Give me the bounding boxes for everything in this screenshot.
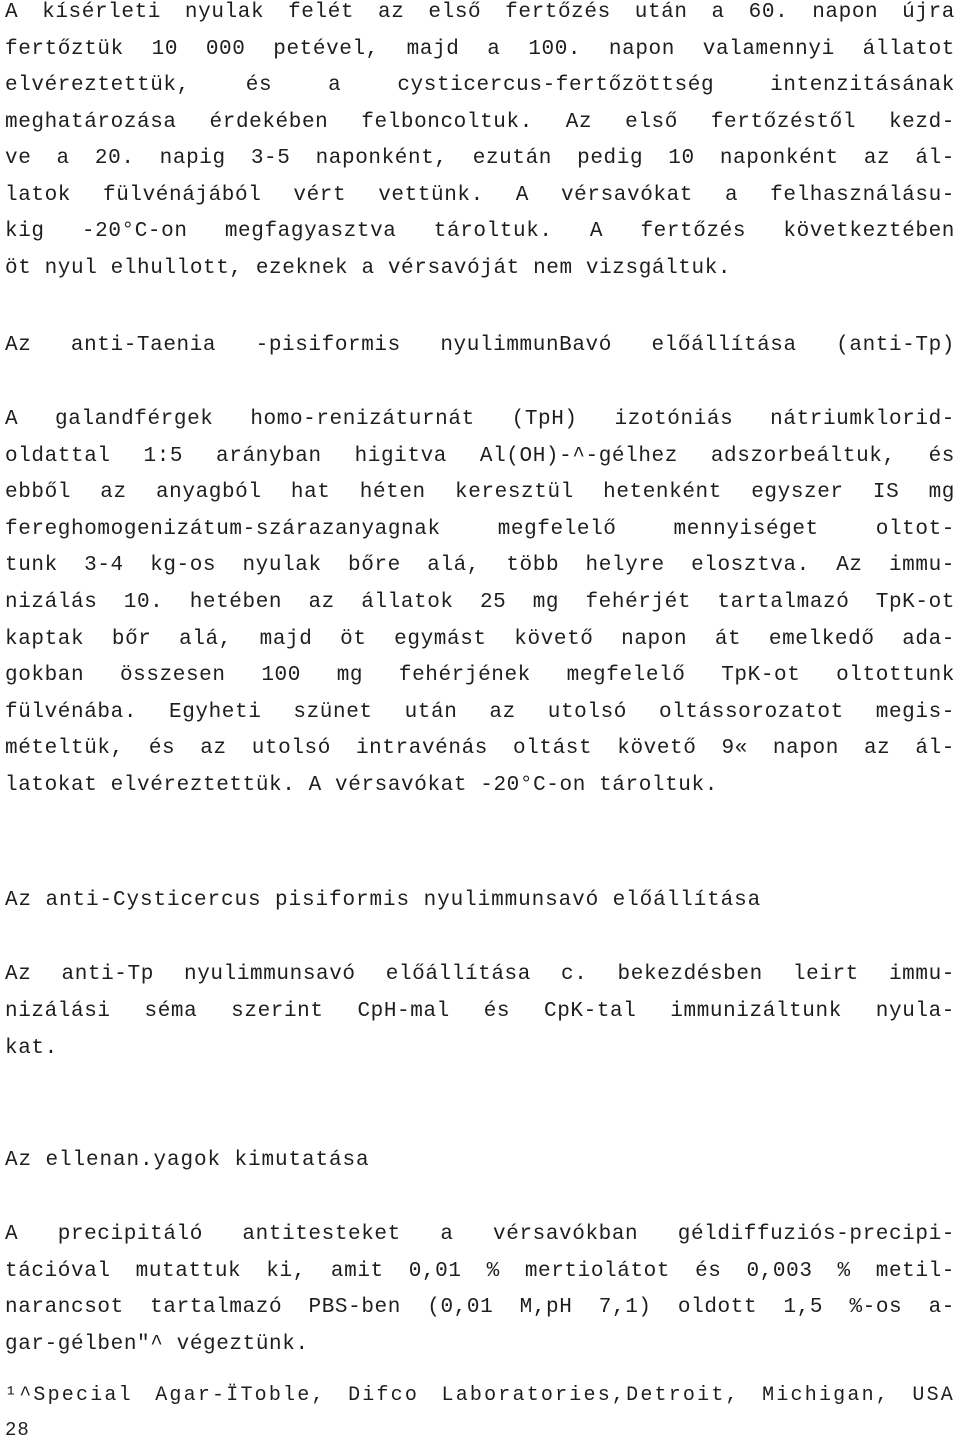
paragraph-2-line: latokat elvéreztettük. A vérsavókat -20°C-on tároltuk. — [5, 774, 718, 797]
paragraph-3-line: nizálási séma szerint CpH-mal és CpK-tal immunizáltunk nyula- — [5, 1000, 955, 1023]
paragraph-2-line: mételtük, és az utolsó intravénás oltást követő 9« napon az ál- — [5, 737, 955, 760]
paragraph-1-line: latok fülvénájából vért vettünk. A vérsavókat a felhasználásu- — [5, 184, 955, 207]
paragraph-4-line: narancsot tartalmazó PBS-ben (0,01 M,pH 7,1) oldott 1,5 %-os a- — [5, 1296, 955, 1319]
paragraph-3-line: kat. — [5, 1037, 58, 1060]
footnote: ¹^Special Agar-ÏToble, Difco Laboratories,Detroit, Michigan, USA — [5, 1384, 955, 1407]
paragraph-2-line: kaptak bőr alá, majd öt egymást követő napon át emelkedő ada- — [5, 628, 955, 651]
section-heading-anti-tp: Az anti-Taenia -pisiformis nyulimmunBavó előállítása (anti-Tp) — [5, 334, 955, 357]
paragraph-2-line: nizálás 10. hetében az állatok 25 mg fehérjét tartalmazó TpK-ot — [5, 591, 955, 614]
paragraph-2-line: oldattal 1:5 arányban higitva Al(OH)-^-gélhez adszorbeáltuk, és — [5, 445, 955, 468]
paragraph-3-line: Az anti-Tp nyulimmunsavó előállítása c. bekezdésben leirt immu- — [5, 963, 955, 986]
paragraph-1-line: meghatározása érdekében felboncoltuk. Az első fertőzéstől kezd- — [5, 111, 955, 134]
paragraph-2-line: A galandférgek homo-renizáturnát (TpH) izotóniás nátriumklorid- — [5, 408, 955, 431]
paragraph-4-line: tációval mutattuk ki, amit 0,01 % mertiolátot és 0,003 % metil- — [5, 1260, 955, 1283]
paragraph-2-line: tunk 3-4 kg-os nyulak bőre alá, több helyre elosztva. Az immu- — [5, 554, 955, 577]
paragraph-1-line: öt nyul elhullott, ezeknek a vérsavóját nem vizsgáltuk. — [5, 257, 732, 280]
paragraph-1-line: A kísérleti nyulak felét az első fertőzés után a 60. napon újra — [5, 1, 955, 24]
section-heading-antibody-detection: Az ellenan.yagok kimutatása — [5, 1149, 370, 1172]
section-heading-anti-cysticercus: Az anti-Cysticercus pisiformis nyulimmunsavó előállítása — [5, 889, 762, 912]
paragraph-2-line: fülvénába. Egyheti szünet után az utolsó oltássorozatot megis- — [5, 701, 955, 724]
page-number: 28 — [5, 1419, 30, 1441]
paragraph-1-line: kig -20°C-on megfagyasztva tároltuk. A fertőzés következtében — [5, 220, 955, 243]
paragraph-4-line: A precipitáló antitesteket a vérsavókban géldiffuziós-precipi- — [5, 1223, 955, 1246]
paragraph-1-line: fertőztük 10 000 petével, majd a 100. napon valamennyi állatot — [5, 38, 955, 61]
paragraph-1-line: elvéreztettük, és a cysticercus-fertőzöttség intenzitásának — [5, 74, 955, 97]
paragraph-1-line: ve a 20. napig 3-5 naponként, ezután pedig 10 naponként az ál- — [5, 147, 955, 170]
paragraph-2-line: ebből az anyagból hat héten keresztül hetenként egyszer IS mg — [5, 481, 955, 504]
paragraph-4-line: gar-gélben"^ végeztünk. — [5, 1333, 309, 1356]
paragraph-2-line: gokban összesen 100 mg fehérjének megfelelő TpK-ot oltottunk — [5, 664, 955, 687]
paragraph-2-line: fereghomogenizátum-szárazanyagnak megfelelő mennyiséget oltot- — [5, 518, 955, 541]
